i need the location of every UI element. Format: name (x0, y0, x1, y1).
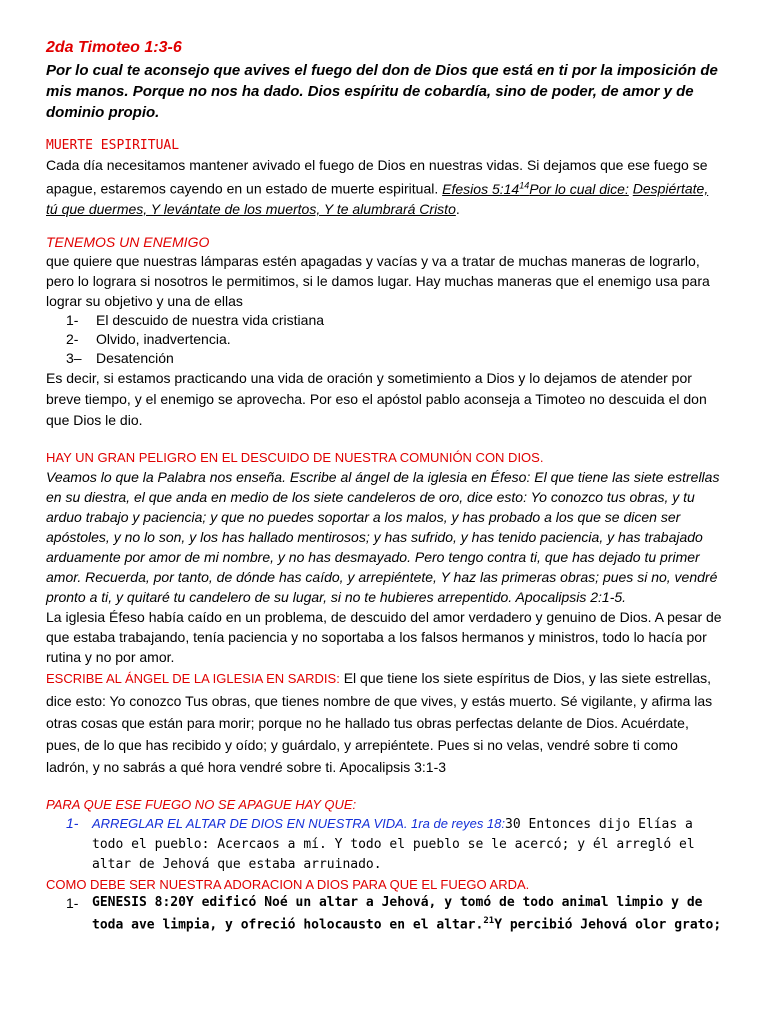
section2-paragraph: que quiere que nuestras lámparas estén apagadas y vacías y va a tratar de muchas maneras de lograrlo, pero lo lograra si nosotros le permitimos, si le damos lugar. Hay muchas maneras que el enemigo usa para lograr su objetivo y una de ellas (46, 252, 710, 309)
genesis-ref: GENESIS 8:20 (92, 894, 186, 910)
efeso-commentary: La iglesia Éfeso había caído en un problema, de descuido del amor verdadero y genuino de Dios. A pesar de que estaba trabajando, tenía paciencia y no soportaba a los falsos hermanos y ministros, todo lo hacía por rutina y no por amor. (46, 608, 722, 665)
list-item: 3– Desatención (66, 349, 174, 366)
section-heading-adoracion: COMO DEBE SER NUESTRA ADORACION A DIOS PARA QUE EL FUEGO ARDA. (46, 876, 530, 892)
section1-paragraph (46, 155, 722, 219)
sardis-label: ESCRIBE AL ÁNGEL DE LA IGLESIA EN SARDIS: (46, 670, 340, 686)
enemy-methods-list (46, 311, 722, 368)
section1-text: Cada día necesitamos mantener avivado el fuego de Dios en nuestras vidas. Si dejamos que ese fuego se apague, estaremos cayendo en un estado de muerte espiritual. (46, 157, 708, 197)
page-title: 2da Timoteo 1:3-6 (46, 39, 182, 56)
altar-label: ARREGLAR EL ALTAR DE DIOS EN NUESTRA VIDA. 1ra de reyes 18: (92, 815, 506, 831)
section-heading-peligro: HAY UN GRAN PELIGRO EN EL DESCUIDO DE NUESTRA COMUNIÓN CON DIOS. (46, 449, 544, 465)
section1-end: . (455, 200, 460, 217)
list-item: 1- El descuido de nuestra vida cristiana (66, 311, 325, 328)
list-item: 2- Olvido, inadvertencia. (66, 330, 231, 347)
genesis-text2: Y percibió Jehová olor grato; (494, 916, 722, 932)
list-item: 1- GENESIS 8:20Y edificó Noé un altar a Jehová, y tomó de todo animal limpio y de toda ave limpia, y ofreció holocausto en el altar.$^{21}$Y percibió Jehová olor grato; (66, 894, 722, 932)
sardis-text: El que tiene los siete espíritus de Dios, y las siete estrellas, dice esto: Yo conozco Tus obras, que tienes nombre de que vives, y estás muerto. Sé vigilante, y afirma las otras cosas que están para morir; porque no he hallado tus obras perfectas delante de Dios. Acuérdate, pues, de lo que has recibido y oído; y guárdalo, y arrepiéntete. Pues si no velas, vendré sobre ti como ladrón, y no sabrás a qué hora vendré sobre ti. Apocalipsis 3:1-3 (46, 669, 713, 775)
sardis-paragraph (46, 667, 722, 778)
genesis-text: Y edificó Noé un altar a Jehová, y tomó de todo animal limpio y de toda ave limpia, y ofreció holocausto en el altar. (92, 894, 703, 932)
section1-ref: Efesios $5:14^{14}Por$ lo cual dice: (442, 180, 629, 197)
intro-verse: Por lo cual te aconsejo que avives el fuego del don de Dios que está en ti por la imposición de mis manos. Porque no nos ha dado. Dios espíritu de cobardía, sino de poder, de amor y de dominio propio. (46, 62, 718, 121)
efeso-quote: Veamos lo que la Palabra nos enseña. Escribe al ángel de la iglesia en Éfeso: El que tiene las siete estrellas en su diestra, el que anda en medio de los siete candeleros de oro, dice esto: Yo conozco tus obras, y tu arduo trabajo y paciencia; y que no puedes soportar a los malos, y has probado a los que se dicen ser apóstoles, y no lo son, y los has hallado mentirosos; y has sufrido, y has tenido paciencia, y has trabajado arduamente por amor de mi nombre, y no has desmayado. Pero tengo contra ti, que has dejado tu primer amor. Recuerda, por tanto, de dónde has caído, y arrepiéntete, Y haz las primeras obras; pues si no, vendré pronto a ti, y quitaré tu candelero de su lugar, si no te hubieres arrepentido. Apocalipsis 2:1-5. (46, 468, 720, 605)
section-heading-enemigo: TENEMOS UN ENEMIGO (46, 233, 210, 250)
list-item: 1- ARREGLAR EL ALTAR DE DIOS EN NUESTRA VIDA. 1ra de reyes 18:30 Entonces dijo Elías a todo el pueblo: Acercaos a mí. Y todo el pueblo se le acercó; y él arregló el altar de Jehová que estaba arruinado. (66, 814, 695, 872)
section-heading-muerte: MUERTE ESPIRITUAL (46, 138, 180, 153)
section2-conclusion: Es decir, si estamos practicando una vida de oración y sometimiento a Dios y lo dejamos de atender por breve tiempo, y el enemigo se aprovecha. Por eso el apóstol pablo aconseja a Timoteo no descuida el don que Dios le dio. (46, 369, 707, 428)
section-heading-fuego: PARA QUE ESE FUEGO NO SE APAGUE HAY QUE: (46, 796, 357, 812)
section1-quote: Despiértate, tú que duermes, Y levántate de los muertos, Y te alumbrará Cristo (46, 180, 709, 217)
altar-text: 30 Entonces dijo Elías a todo el pueblo: Acercaos a mí. Y todo el pueblo se le acercó; y él arregló el altar de Jehová que estaba arruinado. (92, 816, 695, 872)
